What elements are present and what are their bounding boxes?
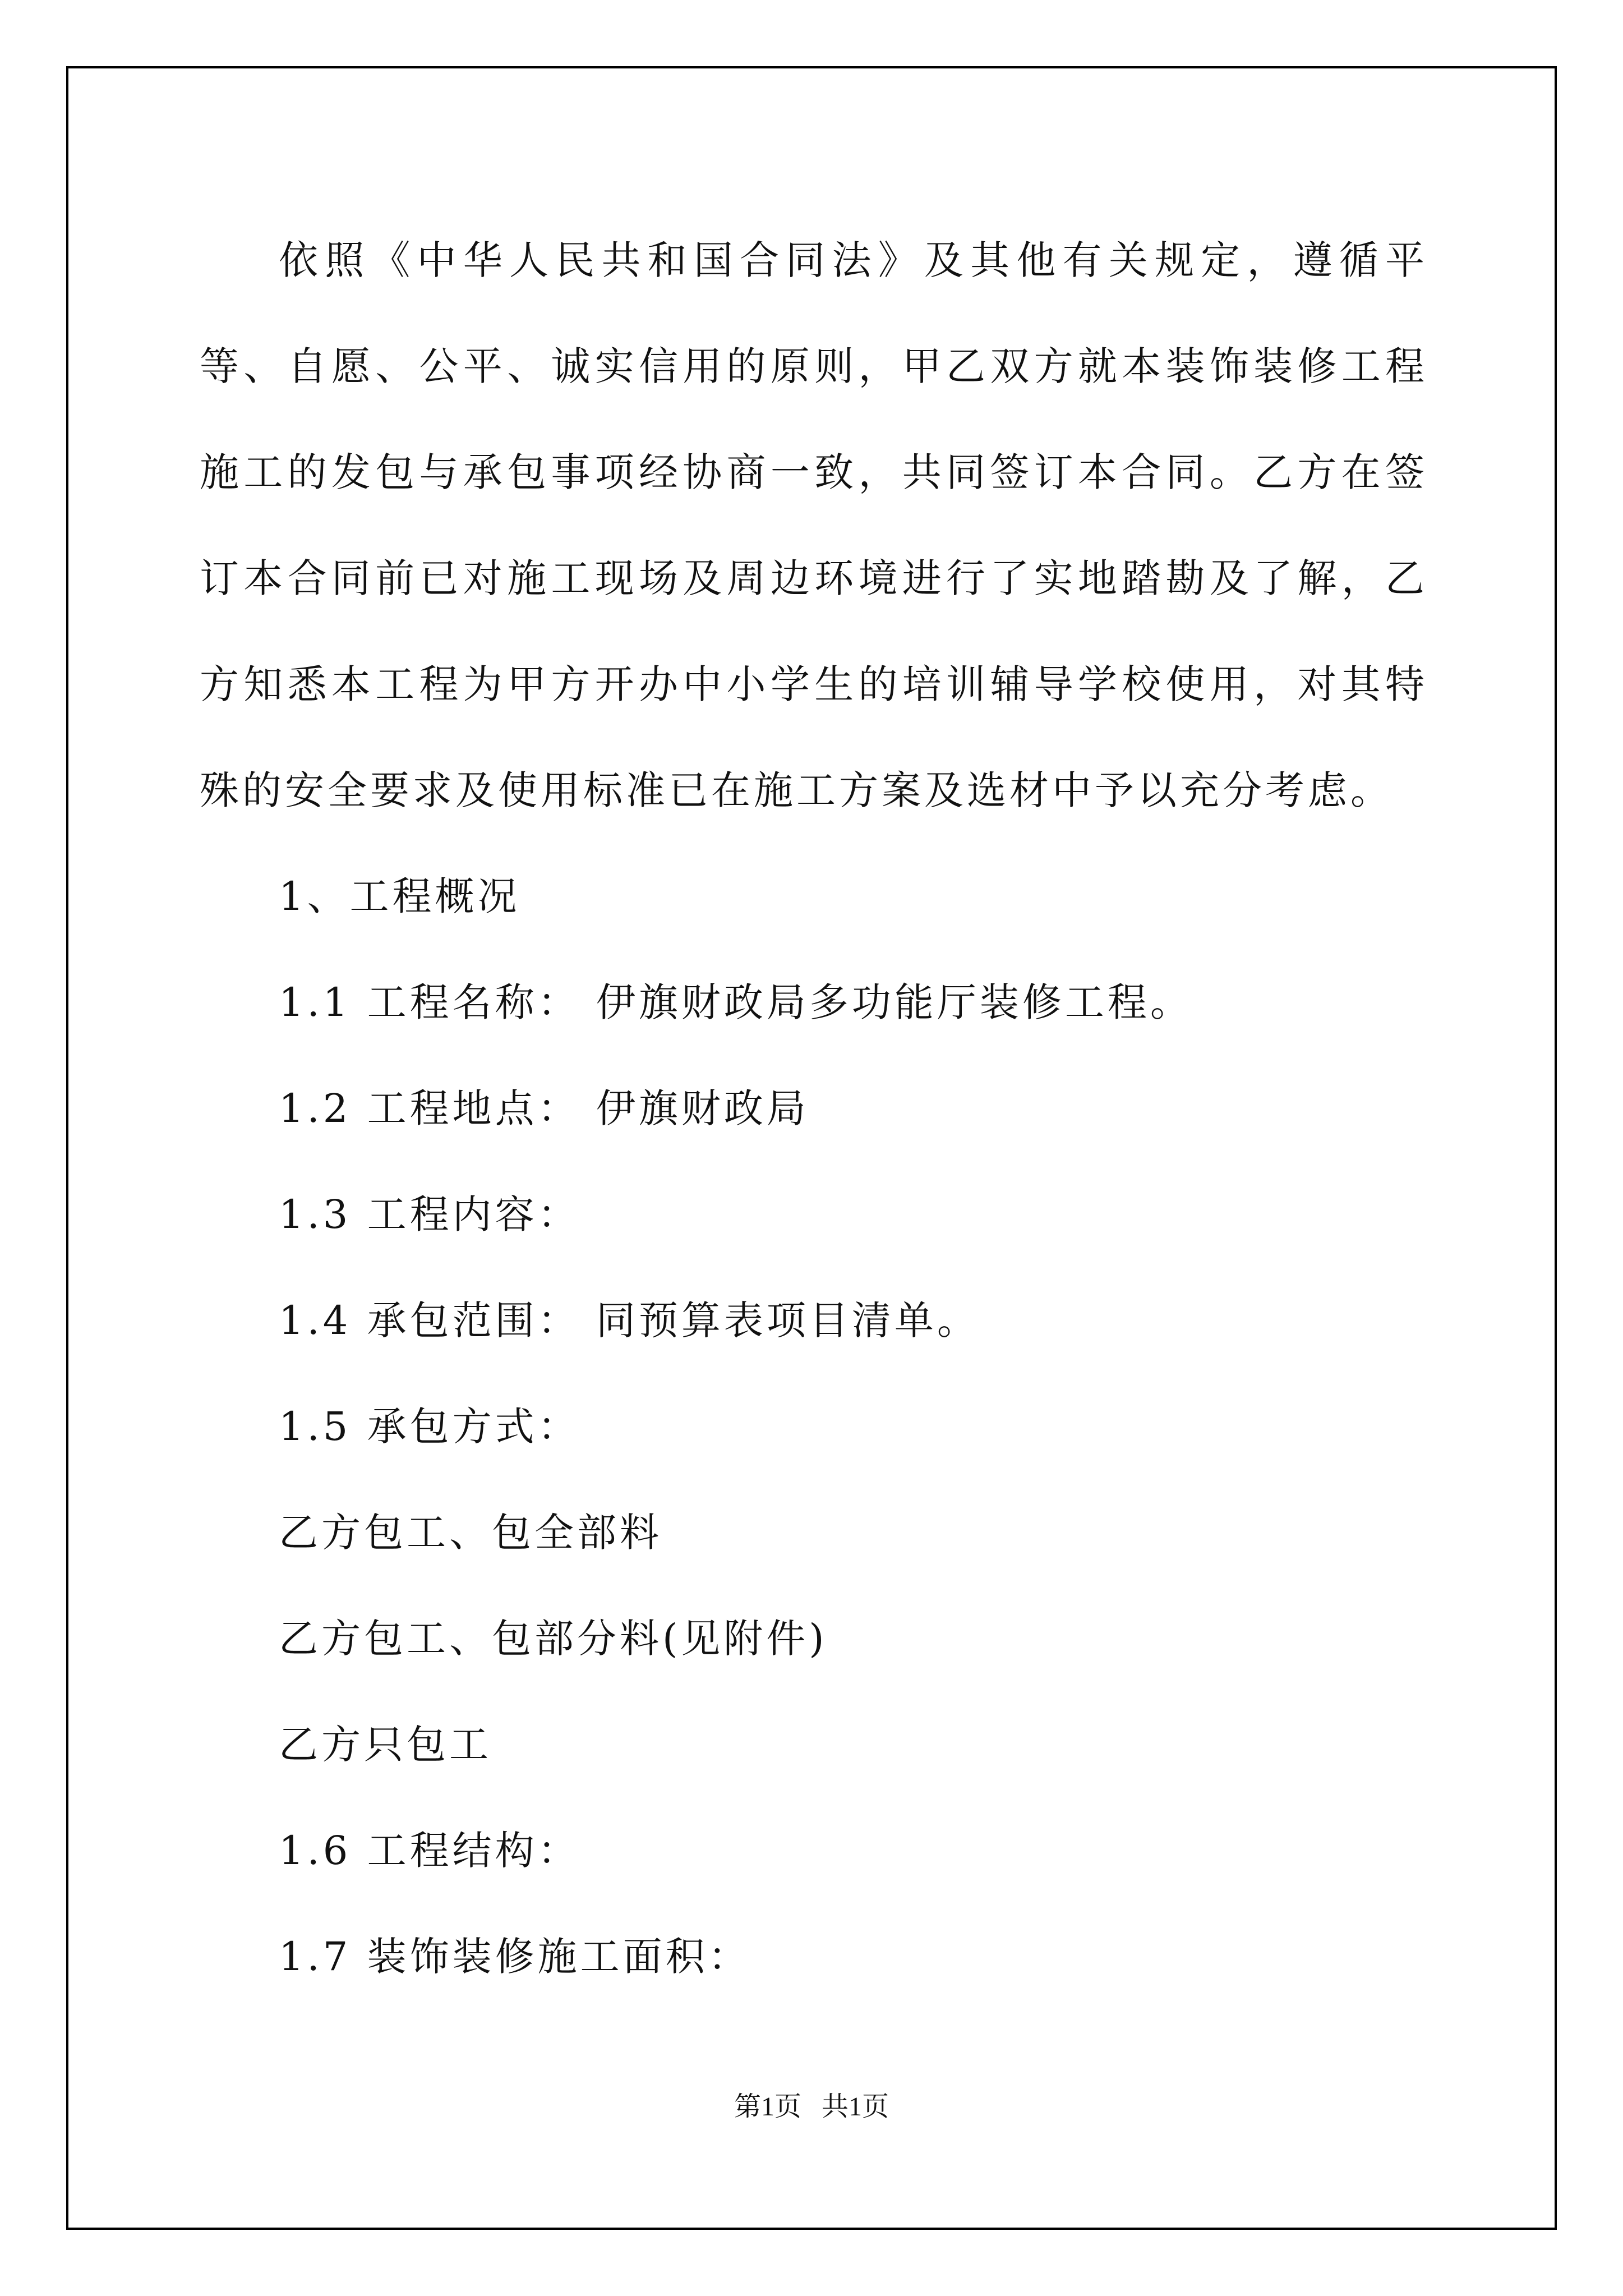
project-location-line: 1.2 工程地点： 伊旗财政局 [279, 1085, 809, 1131]
construction-area-line: 1.7 装饰装修施工面积： [279, 1934, 751, 1980]
project-name-line: 1.1 工程名称： 伊旗财政局多功能厅装修工程。 [279, 979, 1193, 1025]
method-option-3: 乙方只包工 [279, 1722, 492, 1768]
section-heading-overview: 1、工程概况 [279, 873, 520, 919]
method-option-1: 乙方包工、包全部料 [279, 1510, 662, 1556]
contract-scope-line: 1.4 承包范围： 同预算表项目清单。 [279, 1297, 980, 1343]
intro-paragraph: 依照《中华人民共和国合同法》及其他有关规定，遵循平等、自愿、公平、诚实信用的原则，甲乙双方就本装饰装修工程施工的发包与承包事项经协商一致，共同签订本合同。乙方在签订本合同前已对施工现场及周边环境进行了实地踏勘及了解，乙方知悉本工程为甲方开办中小学生的培训辅导学校使用，对其特殊的安全要求及使用标准已在施工方案及选材中予以充分考虑。 [200, 237, 1428, 813]
document-body [200, 208, 1428, 2010]
page-footer: 第1页 共1页 [734, 2092, 889, 2122]
method-option-2: 乙方包工、包部分料(见附件) [279, 1616, 828, 1662]
project-content-line: 1.3 工程内容： [279, 1191, 580, 1237]
contract-method-line: 1.5 承包方式： [279, 1404, 580, 1450]
project-structure-line: 1.6 工程结构： [279, 1828, 580, 1874]
